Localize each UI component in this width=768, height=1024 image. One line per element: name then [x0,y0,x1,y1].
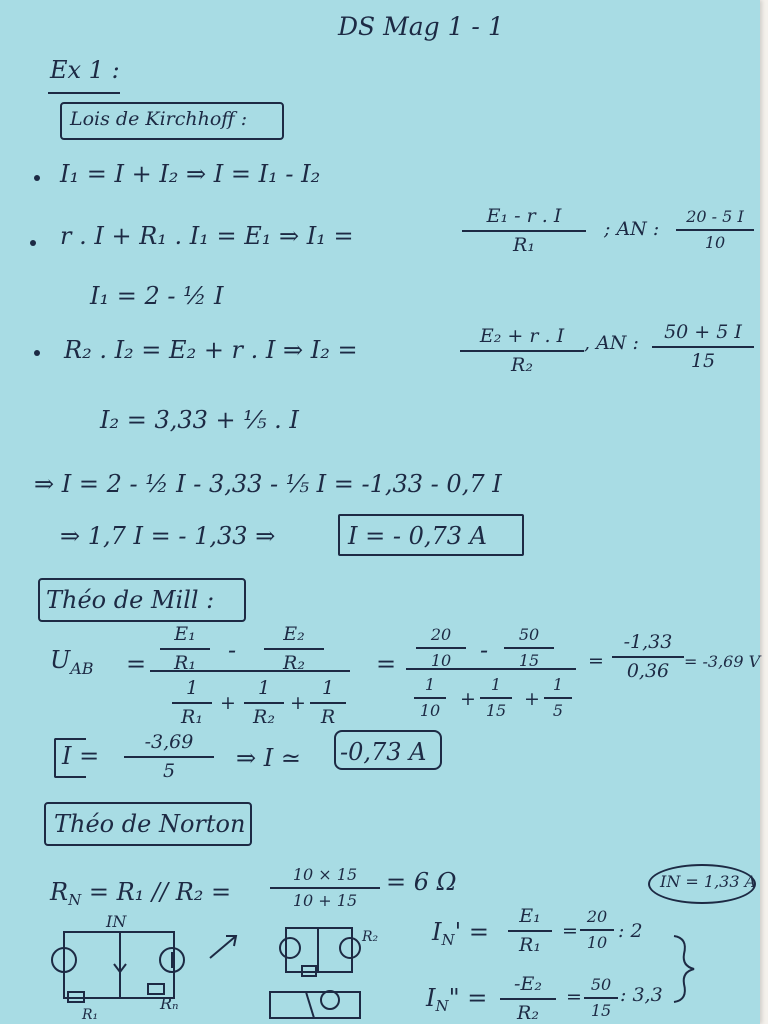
fraction: 10 × 15 10 + 15 [270,866,380,909]
fraction: 50 15 [584,976,618,1019]
equation-line: $I_N$" = [426,984,488,1015]
bullet [34,350,40,356]
fraction: 20 10 [416,626,466,669]
fraction: 1 R [310,678,346,728]
equals-sign: = [562,920,578,942]
equation-line: $R_N = R_1 // R_2$ = [50,878,232,909]
result-value: IN = 1,33 A [660,872,757,891]
uab-label: $U_{AB}$ [50,646,94,678]
circuit-sketch [206,914,379,1024]
result-value: I = - 0,73 A [348,522,487,550]
fraction: 1 R₂ [244,678,284,728]
equals-sign: = [126,650,147,678]
equation-line: I₁ = 2 - ½ I [90,282,224,310]
equation-line: $I_N'$ = [432,918,489,949]
equation-line: r . I + R₁ . I₁ = E₁ ⇒ I₁ = [60,222,354,250]
fraction: 1 15 [480,676,512,719]
equation-line: ⇒ I ≃ [236,744,301,772]
section-title-millman: Théo de Mill : [46,586,215,614]
circuit-label: Rₙ [160,994,179,1013]
plus-sign: + [220,692,236,714]
result-value: = -3,69 V [684,652,761,671]
result-value: : 3,3 [620,984,663,1006]
equals-sign: = [566,986,582,1008]
fraction: 20 10 [580,908,614,951]
equation-line: ⇒ 1,7 I = - 1,33 ⇒ [60,522,276,550]
plus-sign: + [460,688,476,710]
fraction: -E₂ R₂ [500,974,556,1024]
exercise-label: Ex 1 : [50,56,120,84]
equation-line: I = [62,742,100,770]
fraction: E₂ + r . I R₂ [460,326,584,376]
plus-sign: + [290,692,306,714]
fraction: E₁ R₁ [160,624,210,674]
result-value: : 2 [618,920,643,942]
brace-mark [670,934,700,1004]
section-title-norton: Théo de Norton [54,810,246,838]
equation-line: R₂ . I₂ = E₂ + r . I ⇒ I₂ = [64,336,358,364]
equation-line: ⇒ I = 2 - ½ I - 3,33 - ⅕ I = -1,33 - 0,7 I [34,470,502,498]
exercise-underline [48,92,120,94]
equation-line: I₁ = I + I₂ ⇒ I = I₁ - I₂ [60,160,321,188]
equals-sign: = [376,650,397,678]
bullet [34,175,40,181]
equation-line: I₂ = 3,33 + ⅕ . I [100,406,299,434]
an-label: , AN : [584,332,639,354]
fraction: 20 - 5 I 10 [676,208,754,251]
fraction: E₂ R₂ [264,624,324,674]
plus-sign: + [524,688,540,710]
minus-sign: - [228,636,237,664]
minus-sign: - [480,636,489,664]
page-title: DS Mag 1 - 1 [338,12,504,41]
circuit-label: R₁ [82,1007,99,1023]
fraction: -1,33 0,36 [612,632,684,682]
fraction: 1 10 [414,676,446,719]
fraction-bar [150,670,350,672]
equals-sign: = [588,650,604,672]
fraction: -3,69 5 [124,732,214,782]
fraction: E₁ - r . I R₁ [462,206,586,256]
fraction: 50 + 5 I 15 [652,322,754,372]
fraction: 50 15 [504,626,554,669]
fraction: E₁ R₁ [508,906,552,956]
circuit-label: IN [106,912,127,931]
an-label: ; AN : [604,218,660,240]
result-value: = 6 Ω [386,868,457,896]
bullet [30,240,36,246]
result-value: -0,73 A [340,738,427,766]
section-title-kirchhoff: Lois de Kirchhoff : [70,108,248,130]
fraction: 1 R₁ [172,678,212,728]
fraction-bar [406,668,576,670]
circuit-label: R₂ [362,929,379,945]
fraction: 1 5 [544,676,572,719]
